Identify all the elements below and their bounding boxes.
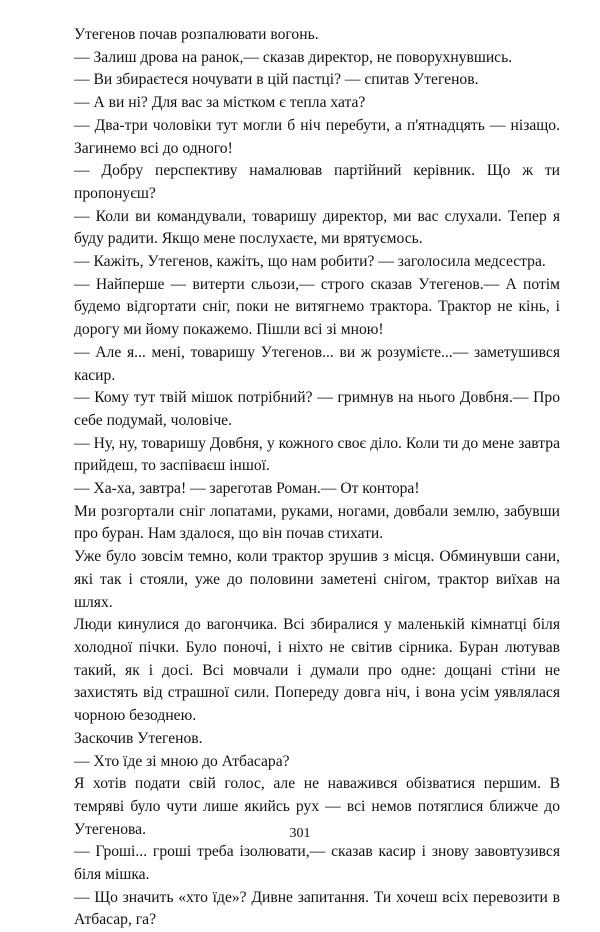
paragraph: — Ну, ну, товаришу Довбня, у кожного своє діло. Коли ти до мене завтра прийдеш, то заспіваєш іншої. (74, 434, 560, 475)
paragraph: — Кажіть, Утегенов, кажіть, що нам робити? — заголосила медсестра. (74, 253, 546, 271)
paragraph: — Коли ви командували, товаришу директор, ми вас слухали. Тепер я буду радити. Якщо мене послухаєте, ми врятуємось. (74, 207, 560, 248)
paragraph: — Залиш дрова на ранок,— сказав директор, не поворухнувшись. (74, 48, 513, 66)
page-number: 301 (289, 826, 311, 841)
paragraph: Утегенов почав розпалювати вогонь. (74, 26, 319, 43)
paragraph: Заскочив Утегенов. (74, 729, 203, 747)
paragraph: — Ха-ха, завтра! — зареготав Роман.— От контора! (74, 480, 420, 498)
paragraph: — Гроші... гроші треба ізолювати,— сказав касир і знову завовтузився біля мішка. (74, 843, 560, 884)
paragraph: — Найперше — витерти сльози,— строго сказав Утегенов.— А потім будемо відгортати сніг, поки не витягнемо трактора. Трактор не кінь, і дорогу ми йому покажемо. Пішли всі зі мною! (74, 275, 560, 339)
paragraph: — Що значить «хто їде»? Дивне запитання. Ти хочеш всіх перевозити в Атбасар, га? (74, 888, 560, 929)
paragraph: Уже було зовсім темно, коли трактор зрушив з місця. Обминувши сани, які так і стояли, уже до половини заметені снігом, трактор виїхав на шлях. (74, 548, 560, 611)
paragraph: — Хто їде зі мною до Атбасара? (74, 752, 290, 770)
paragraph: Ми розгортали сніг лопатами, руками, ногами, довбали землю, забувши про буран. Нам здалося, що він почав стихати. (74, 502, 560, 543)
paragraph: — Добру перспективу намалював партійний керівник. Що ж ти пропонуєш? (74, 162, 560, 202)
page-text (74, 24, 560, 932)
paragraph: — Кому тут твій мішок потрібний? — гримнув на нього Довбня.— Про себе подумай, чоловіче. (74, 389, 560, 429)
paragraph: — Але я... мені, товаришу Утегенов... ви ж розумієте...— заметушився касир. (74, 343, 560, 384)
paragraph: — А ви ні? Для вас за містком є тепла хата? (74, 94, 366, 112)
paragraph: Люди кинулися до вагончика. Всі збиралися у маленькій кімнатці біля холодної пічки. Було поночі, і ніхто не світив сірника. Буран лютував такий, як і досі. Всі мовчали і думали про одне: дощані стіни не захистять від страшної сили. Попереду довга ніч, і вона усім уявлялася чорною безоднею. (74, 616, 560, 725)
paragraph: Я хотів подати свій голос, але не наважився обізватися першим. В темряві було чути лише якийсь рух — всі немов потяглися ближче до Утегенова. (74, 775, 560, 838)
paragraph: — Ви збираєтеся ночувати в цій пастці? — спитав Утегенов. (74, 71, 479, 89)
paragraph: — Два-три чоловіки тут могли б ніч перебути, а п'ятнадцять — нізащо. Загинемо всі до одного! (74, 116, 560, 157)
